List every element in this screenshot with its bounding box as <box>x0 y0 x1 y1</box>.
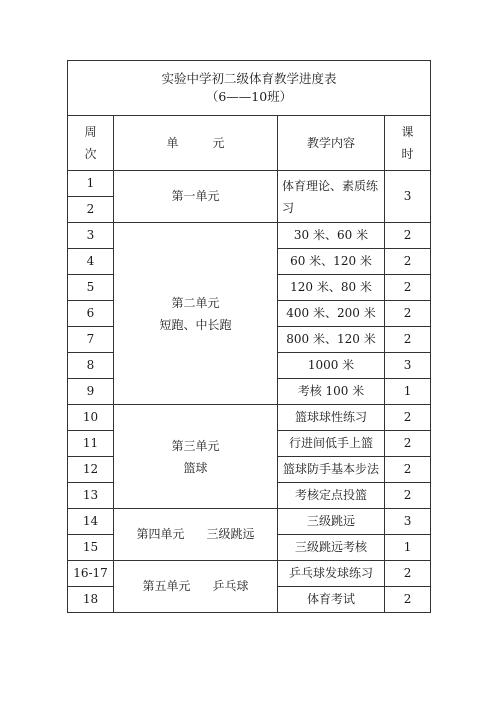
week-cell: 11 <box>68 431 114 457</box>
content-cell: 篮球防手基本步法 <box>278 457 385 483</box>
unit-topic: 三级跳远 <box>206 527 255 541</box>
hours-cell: 2 <box>385 275 431 301</box>
table-row <box>68 509 431 535</box>
week-cell: 16-17 <box>68 561 114 587</box>
content-cell: 400 米、200 米 <box>278 301 385 327</box>
unit-topic: 篮球 <box>183 460 208 475</box>
content-cell: 行进间低手上篮 <box>278 431 385 457</box>
table-row <box>68 223 431 249</box>
week-cell: 9 <box>68 379 114 405</box>
unit-name: 第四单元 <box>136 527 185 541</box>
unit-name: 第二单元 <box>171 295 220 310</box>
unit-name: 第一单元 <box>171 189 220 203</box>
table-row <box>68 171 431 197</box>
content-cell: 考核定点投篮 <box>278 483 385 509</box>
week-cell: 10 <box>68 405 114 431</box>
schedule-table <box>67 60 431 613</box>
content-cell: 60 米、120 米 <box>278 249 385 275</box>
header-unit <box>114 116 278 171</box>
week-cell: 14 <box>68 509 114 535</box>
hours-cell: 2 <box>385 561 431 587</box>
week-cell: 7 <box>68 327 114 353</box>
content-cell: 三级跳远 <box>278 509 385 535</box>
table-subtitle: （6——10班） <box>205 89 293 104</box>
hours-cell: 2 <box>385 249 431 275</box>
table-row <box>68 561 431 587</box>
unit-name: 第五单元 <box>142 579 191 593</box>
content-text: 体育理论、素质练习 <box>282 178 379 215</box>
week-cell: 2 <box>68 197 114 223</box>
content-cell: 30 米、60 米 <box>278 223 385 249</box>
header-content <box>278 116 385 171</box>
unit-cell <box>114 509 278 561</box>
week-cell: 18 <box>68 587 114 613</box>
header-hours <box>385 116 431 171</box>
week-cell: 3 <box>68 223 114 249</box>
content-cell: 800 米、120 米 <box>278 327 385 353</box>
content-cell <box>278 171 385 223</box>
hours-cell: 2 <box>385 301 431 327</box>
header-content-label: 教学内容 <box>306 135 355 150</box>
header-hours-label: 课时 <box>401 125 414 161</box>
hours-cell: 2 <box>385 457 431 483</box>
hours-cell: 2 <box>385 327 431 353</box>
content-cell: 120 米、80 米 <box>278 275 385 301</box>
title-cell <box>68 61 431 116</box>
unit-topic: 乒乓球 <box>212 579 249 593</box>
hours-cell: 1 <box>385 379 431 405</box>
content-cell: 考核 100 米 <box>278 379 385 405</box>
unit-cell <box>114 561 278 613</box>
hours-cell: 2 <box>385 587 431 613</box>
header-row <box>68 116 431 171</box>
hours-cell: 2 <box>385 405 431 431</box>
unit-name: 第三单元 <box>171 438 220 453</box>
week-cell: 6 <box>68 301 114 327</box>
header-week-label: 周次 <box>84 125 97 161</box>
week-cell: 15 <box>68 535 114 561</box>
unit-cell <box>114 405 278 509</box>
hours-cell: 3 <box>385 509 431 535</box>
content-cell: 篮球球性练习 <box>278 405 385 431</box>
week-cell: 8 <box>68 353 114 379</box>
hours-cell: 1 <box>385 535 431 561</box>
unit-cell <box>114 171 278 223</box>
table-title: 实验中学初二级体育教学进度表 <box>161 71 337 86</box>
hours-cell: 2 <box>385 223 431 249</box>
week-cell: 12 <box>68 457 114 483</box>
header-unit-char2: 元 <box>212 135 225 150</box>
hours-cell: 3 <box>385 353 431 379</box>
table-row <box>68 405 431 431</box>
unit-topic: 短跑、中长跑 <box>159 317 232 332</box>
content-cell: 体育考试 <box>278 587 385 613</box>
unit-cell <box>114 223 278 405</box>
week-cell: 5 <box>68 275 114 301</box>
header-unit-char1: 单 <box>166 135 179 150</box>
content-cell: 1000 米 <box>278 353 385 379</box>
week-cell: 1 <box>68 171 114 197</box>
content-cell: 三级跳远考核 <box>278 535 385 561</box>
hours-cell: 3 <box>385 171 431 223</box>
content-cell: 乒乓球发球练习 <box>278 561 385 587</box>
week-cell: 4 <box>68 249 114 275</box>
week-cell: 13 <box>68 483 114 509</box>
hours-cell: 2 <box>385 483 431 509</box>
header-week <box>68 116 114 171</box>
hours-cell: 2 <box>385 431 431 457</box>
title-row <box>68 61 431 116</box>
